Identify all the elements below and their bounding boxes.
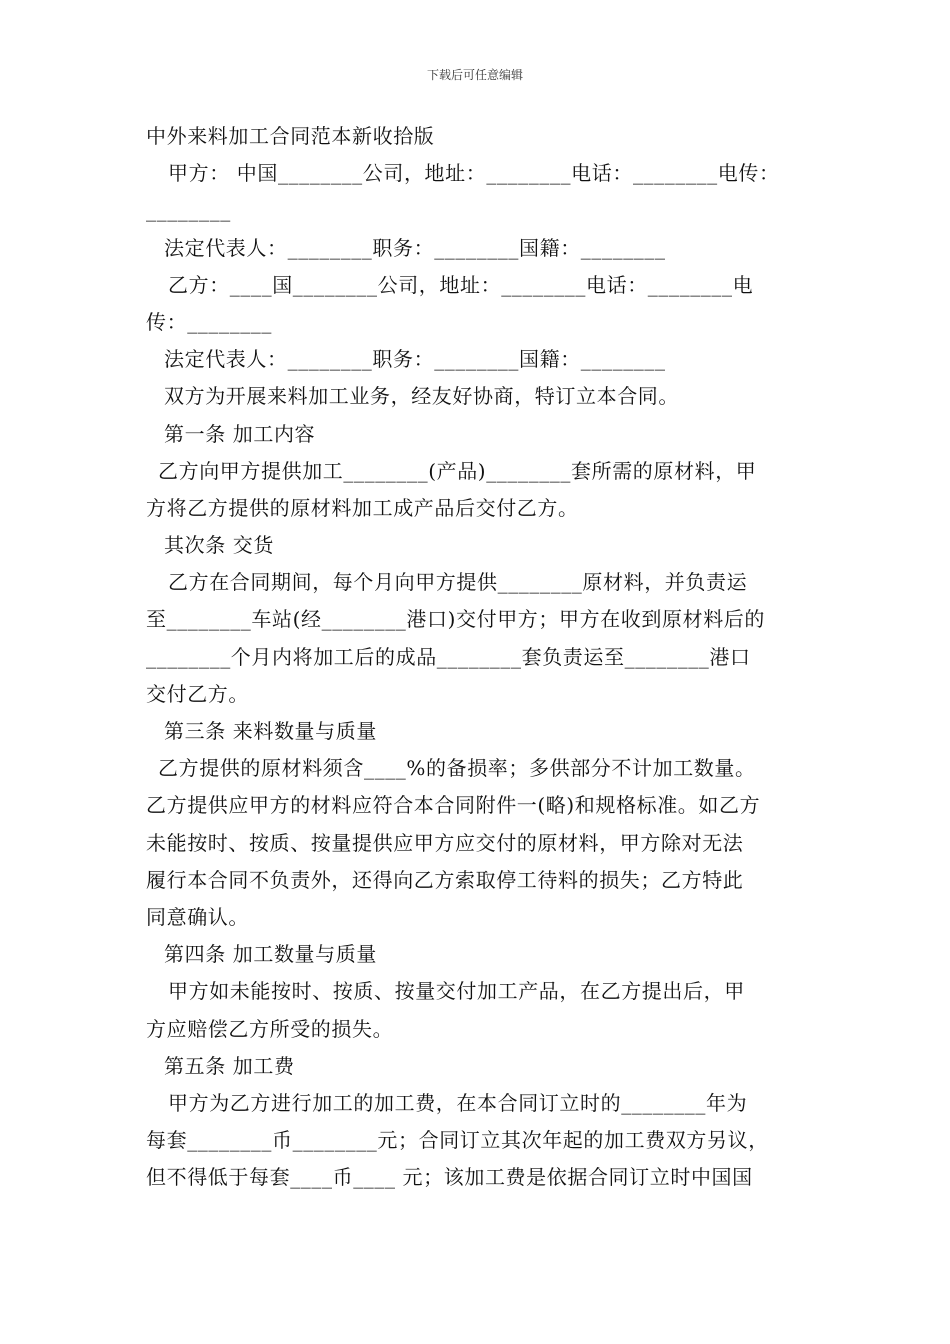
text-line: 法定代表人：________职务：________国籍：________ (164, 347, 666, 372)
document-title: 中外来料加工合同范本新收拾版 (146, 124, 435, 148)
text-line: 乙方：____国________公司，地址：________电话：________电 (168, 272, 754, 297)
text-line: 交付乙方。 (146, 681, 249, 706)
text-line: 甲方为乙方进行加工的加工费，在本合同订立时的________年为 (168, 1090, 748, 1115)
text-line: 甲方： 中国________公司，地址：________电话：________电传： (168, 161, 780, 186)
text-line: 履行本合同不负责外，还得向乙方索取停工待料的损失；乙方特此 (146, 867, 744, 892)
text-line: 其次条 交货 (164, 533, 274, 558)
text-line: 第一条 加工内容 (164, 421, 316, 446)
text-line: 第五条 加工费 (164, 1053, 295, 1078)
text-line: ________个月内将加工后的成品________套负责运至________港口 (146, 644, 751, 669)
text-line: 但不得低于每套____币____ 元；该加工费是依据合同订立时中国国 (146, 1165, 753, 1190)
header-note: 下载后可任意编辑 (426, 68, 523, 82)
text-line: 双方为开展来料加工业务，经友好协商，特订立本合同。 (164, 384, 679, 409)
text-line: 方将乙方提供的原材料加工成产品后交付乙方。 (146, 495, 579, 520)
text-line: 方应赔偿乙方所受的损失。 (146, 1016, 394, 1041)
text-line: 甲方如未能按时、按质、按量交付加工产品，在乙方提出后，甲 (168, 979, 745, 1004)
text-line: 每套________币________元；合同订立其次年起的加工费双方另议， (146, 1128, 769, 1153)
text-line: ________ (146, 198, 231, 223)
text-line: 法定代表人：________职务：________国籍：________ (164, 235, 666, 260)
text-line: 未能按时、按质、按量提供应甲方应交付的原材料，甲方除对无法 (146, 830, 744, 855)
text-line: 乙方提供应甲方的材料应符合本合同附件一(略)和规格标准。如乙方 (146, 793, 761, 818)
text-line: 乙方提供的原材料须含____%的备损率；多供部分不计加工数量。 (158, 756, 756, 781)
text-line: 乙方向甲方提供加工________(产品)________套所需的原材料，甲 (158, 458, 757, 483)
contract-body (146, 118, 810, 1196)
text-line: 传：________ (146, 309, 272, 334)
text-line: 至________车站(经________港口)交付甲方；甲方在收到原材料后的 (146, 607, 766, 632)
text-line: 同意确认。 (146, 904, 249, 929)
text-line: 乙方在合同期间，每个月向甲方提供________原材料，并负责运 (168, 570, 748, 595)
text-line: 第四条 加工数量与质量 (164, 942, 377, 967)
text-line: 第三条 来料数量与质量 (164, 719, 377, 743)
